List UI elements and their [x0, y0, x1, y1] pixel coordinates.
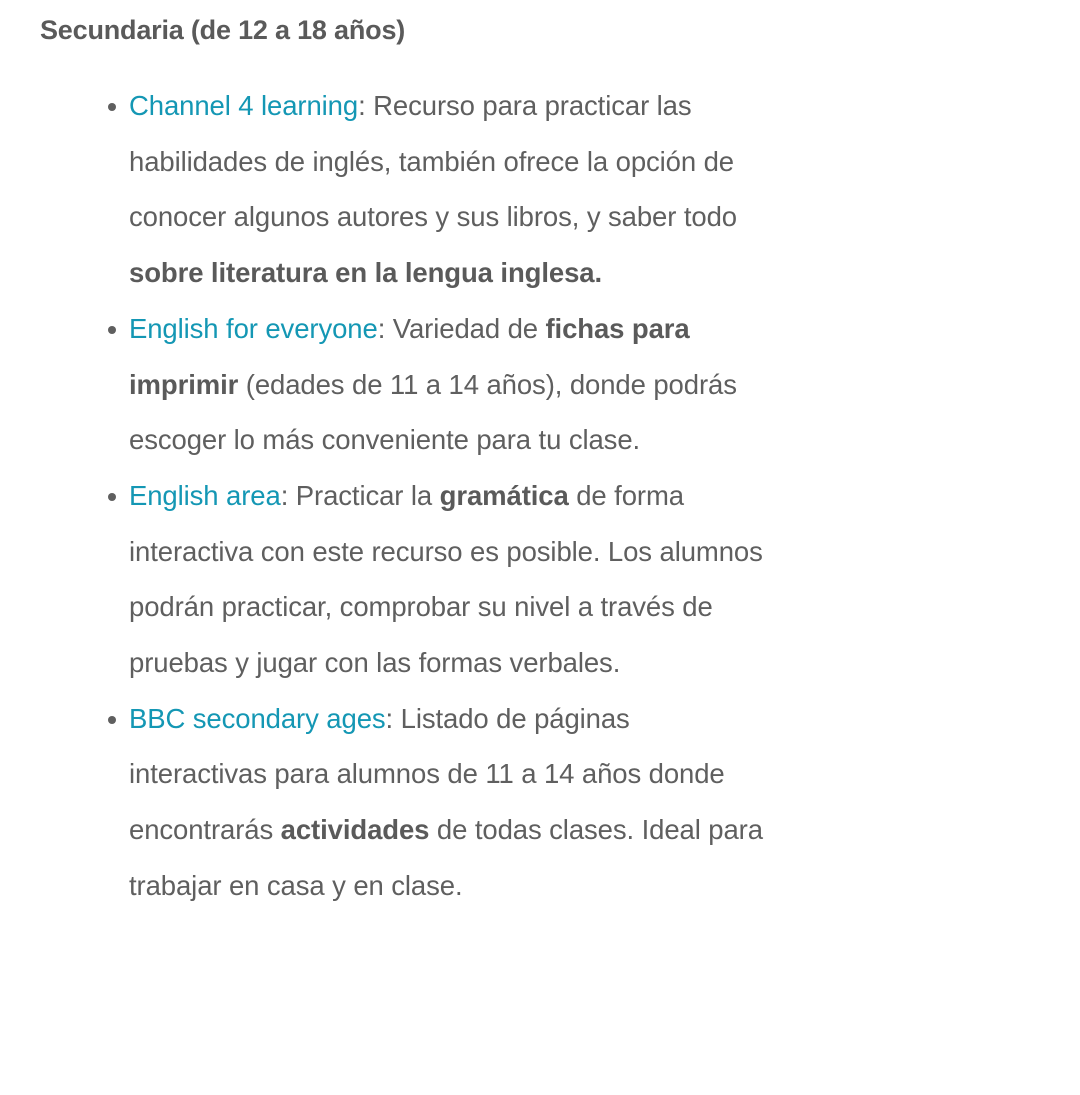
resource-description: : Variedad de: [377, 312, 546, 344]
resource-item-bbc-secondary-ages: [129, 691, 769, 914]
section-heading: Secundaria (de 12 a 18 años): [40, 15, 406, 45]
resource-highlight: gramática: [439, 479, 569, 511]
resource-description-cont: (edades de 11 a 14 años), donde podrás escoger lo más conveniente para tu clase.: [129, 368, 737, 456]
bullet-icon: [108, 326, 116, 334]
resource-item-english-for-everyone: [129, 301, 769, 468]
resource-highlight: sobre literatura en la lengua inglesa.: [129, 257, 603, 289]
bullet-icon: [108, 103, 116, 111]
resource-description: : Recurso para practicar las habilidades de inglés, también ofrece la opción de conocer algunos autores y sus libros, y saber todo: [129, 90, 737, 233]
bbc-secondary-ages-link[interactable]: BBC secondary ages: [129, 702, 386, 734]
resource-highlight: actividades: [280, 814, 430, 846]
channel-4-learning-link[interactable]: Channel 4 learning: [129, 90, 359, 121]
resource-item-english-area: [129, 468, 769, 691]
resource-item-channel-4-learning: [129, 78, 769, 301]
resource-highlight: fichas para imprimir: [129, 312, 690, 400]
resource-description: : Listado de páginas interactivas para alumnos de 11 a 14 años donde encontrarás: [129, 702, 725, 846]
resource-list: [129, 78, 769, 914]
english-area-link[interactable]: English area: [129, 479, 281, 511]
resource-description: : Practicar la: [280, 479, 440, 511]
resource-description-cont: de forma interactiva con este recurso es posible. Los alumnos podrán practicar, comprobar su nivel a través de pruebas y jugar con las formas verbales.: [129, 479, 763, 679]
english-for-everyone-link[interactable]: English for everyone: [129, 312, 378, 344]
bullet-icon: [108, 493, 116, 501]
bullet-icon: [108, 716, 116, 724]
resource-description-cont: de todas clases. Ideal para trabajar en casa y en clase.: [129, 814, 763, 901]
